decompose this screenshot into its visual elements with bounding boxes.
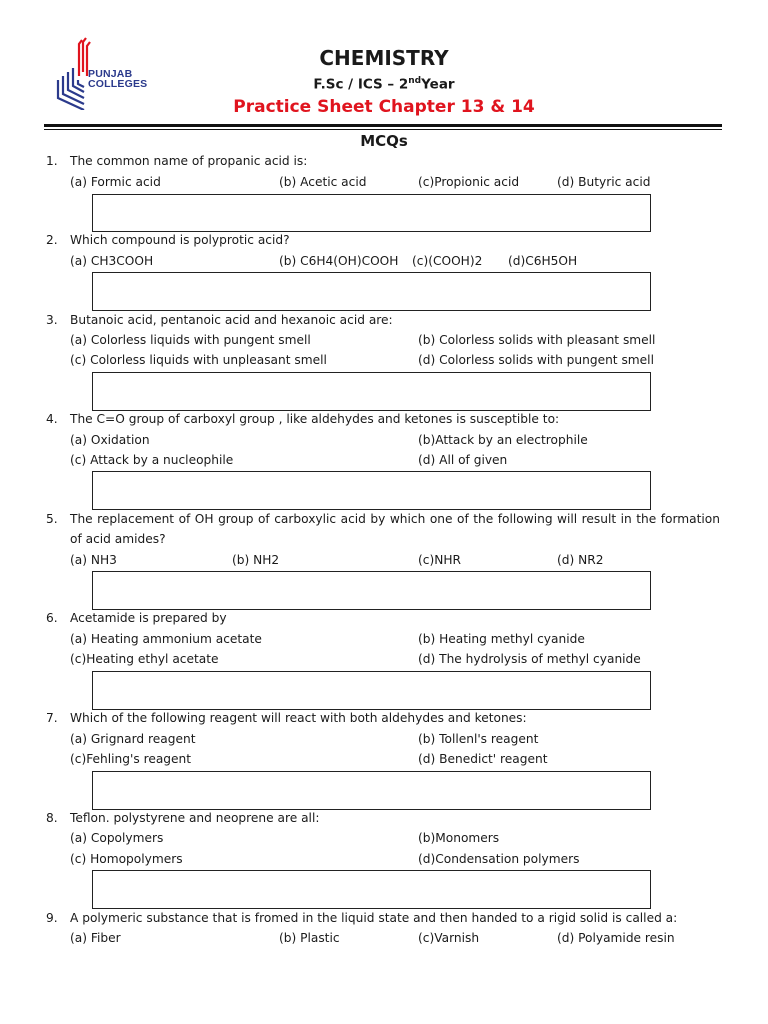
- question-number: 6.: [46, 611, 58, 625]
- page-title: CHEMISTRY: [319, 46, 449, 70]
- logo-line2: COLLEGES: [88, 78, 148, 90]
- answer-box[interactable]: [92, 372, 651, 411]
- answer-box[interactable]: [92, 571, 651, 610]
- option-b: (b) NH2: [232, 553, 280, 567]
- option-a: (a) Grignard reagent: [70, 732, 196, 746]
- option-a: (a) Fiber: [70, 931, 121, 945]
- question-number: 8.: [46, 811, 58, 825]
- option-d: (d)Condensation polymers: [418, 852, 580, 866]
- question-text: The common name of propanic acid is:: [70, 154, 308, 168]
- option-a: (a) NH3: [70, 553, 117, 567]
- section-heading: MCQs: [360, 132, 408, 150]
- option-b: (b) Tollenl's reagent: [418, 732, 539, 746]
- option-c: (c)Varnish: [418, 931, 480, 945]
- question-text: Acetamide is prepared by: [70, 611, 227, 625]
- option-b: (b) Colorless solids with pleasant smell: [418, 333, 656, 347]
- header-divider: [44, 124, 722, 127]
- option-b: (b) Heating methyl cyanide: [418, 632, 585, 646]
- option-a: (a) CH3COOH: [70, 254, 154, 268]
- question-text: Which compound is polyprotic acid?: [70, 233, 290, 247]
- option-d: (d) Benedict' reagent: [418, 752, 548, 766]
- subtitle-ordinal: nd: [408, 76, 422, 86]
- option-b: (b) Plastic: [279, 931, 340, 945]
- answer-box[interactable]: [92, 471, 651, 510]
- option-c: (c) Attack by a nucleophile: [70, 453, 234, 467]
- option-d: (d) All of given: [418, 453, 508, 467]
- option-a: (a) Colorless liquids with pungent smell: [70, 333, 311, 347]
- option-d: (d) Polyamide resin: [557, 931, 675, 945]
- subtitle-year: Year: [421, 76, 455, 93]
- option-a: (a) Oxidation: [70, 433, 150, 447]
- question-text: The replacement of OH group of carboxylic acid by which one of the following will result in the formation of acid amides?: [70, 512, 720, 546]
- question-text: Teflon. polystyrene and neoprene are all:: [70, 811, 320, 825]
- question-number: 4.: [46, 412, 58, 426]
- option-b: (b) C6H4(OH)COOH: [279, 254, 399, 268]
- header-divider-thin: [44, 129, 722, 130]
- sheet-title: Practice Sheet Chapter 13 & 14: [233, 97, 535, 117]
- question-number: 1.: [46, 154, 58, 168]
- question-text: Which of the following reagent will react with both aldehydes and ketones:: [70, 711, 527, 725]
- option-c: (c)Heating ethyl acetate: [70, 652, 219, 666]
- option-b: (b)Monomers: [418, 831, 500, 845]
- answer-box[interactable]: [92, 194, 651, 232]
- question-number: 7.: [46, 711, 58, 725]
- class-subtitle: [0, 76, 768, 93]
- option-b: (b)Attack by an electrophile: [418, 433, 588, 447]
- option-d: (d)C6H5OH: [508, 254, 578, 268]
- question-text: Butanoic acid, pentanoic acid and hexanoic acid are:: [70, 313, 393, 327]
- option-c: (c)Propionic acid: [418, 175, 520, 189]
- question-number: 5.: [46, 512, 58, 526]
- option-a: (a) Formic acid: [70, 175, 161, 189]
- option-c: (c)(COOH)2: [412, 254, 483, 268]
- option-b: (b) Acetic acid: [279, 175, 367, 189]
- answer-box[interactable]: [92, 870, 651, 909]
- answer-box[interactable]: [92, 671, 651, 710]
- option-c: (c) Colorless liquids with unpleasant smell: [70, 353, 327, 367]
- answer-box[interactable]: [92, 771, 651, 810]
- question-number: 2.: [46, 233, 58, 247]
- option-a: (a) Copolymers: [70, 831, 164, 845]
- answer-box[interactable]: [92, 272, 651, 311]
- question-number: 3.: [46, 313, 58, 327]
- question-text: A polymeric substance that is fromed in the liquid state and then handed to a rigid solid is called a:: [70, 911, 678, 925]
- option-d: (d) Colorless solids with pungent smell: [418, 353, 654, 367]
- option-c: (c) Homopolymers: [70, 852, 183, 866]
- option-d: (d) The hydrolysis of methyl cyanide: [418, 652, 641, 666]
- logo-line1: PUNJAB: [88, 68, 133, 80]
- option-c: (c)NHR: [418, 553, 461, 567]
- option-d: (d) Butyric acid: [557, 175, 651, 189]
- option-a: (a) Heating ammonium acetate: [70, 632, 262, 646]
- option-d: (d) NR2: [557, 553, 604, 567]
- question-number: 9.: [46, 911, 58, 925]
- option-c: (c)Fehling's reagent: [70, 752, 192, 766]
- subtitle-text: F.Sc / ICS – 2: [313, 76, 409, 93]
- question-text: The C=O group of carboxyl group , like aldehydes and ketones is susceptible to:: [70, 412, 560, 426]
